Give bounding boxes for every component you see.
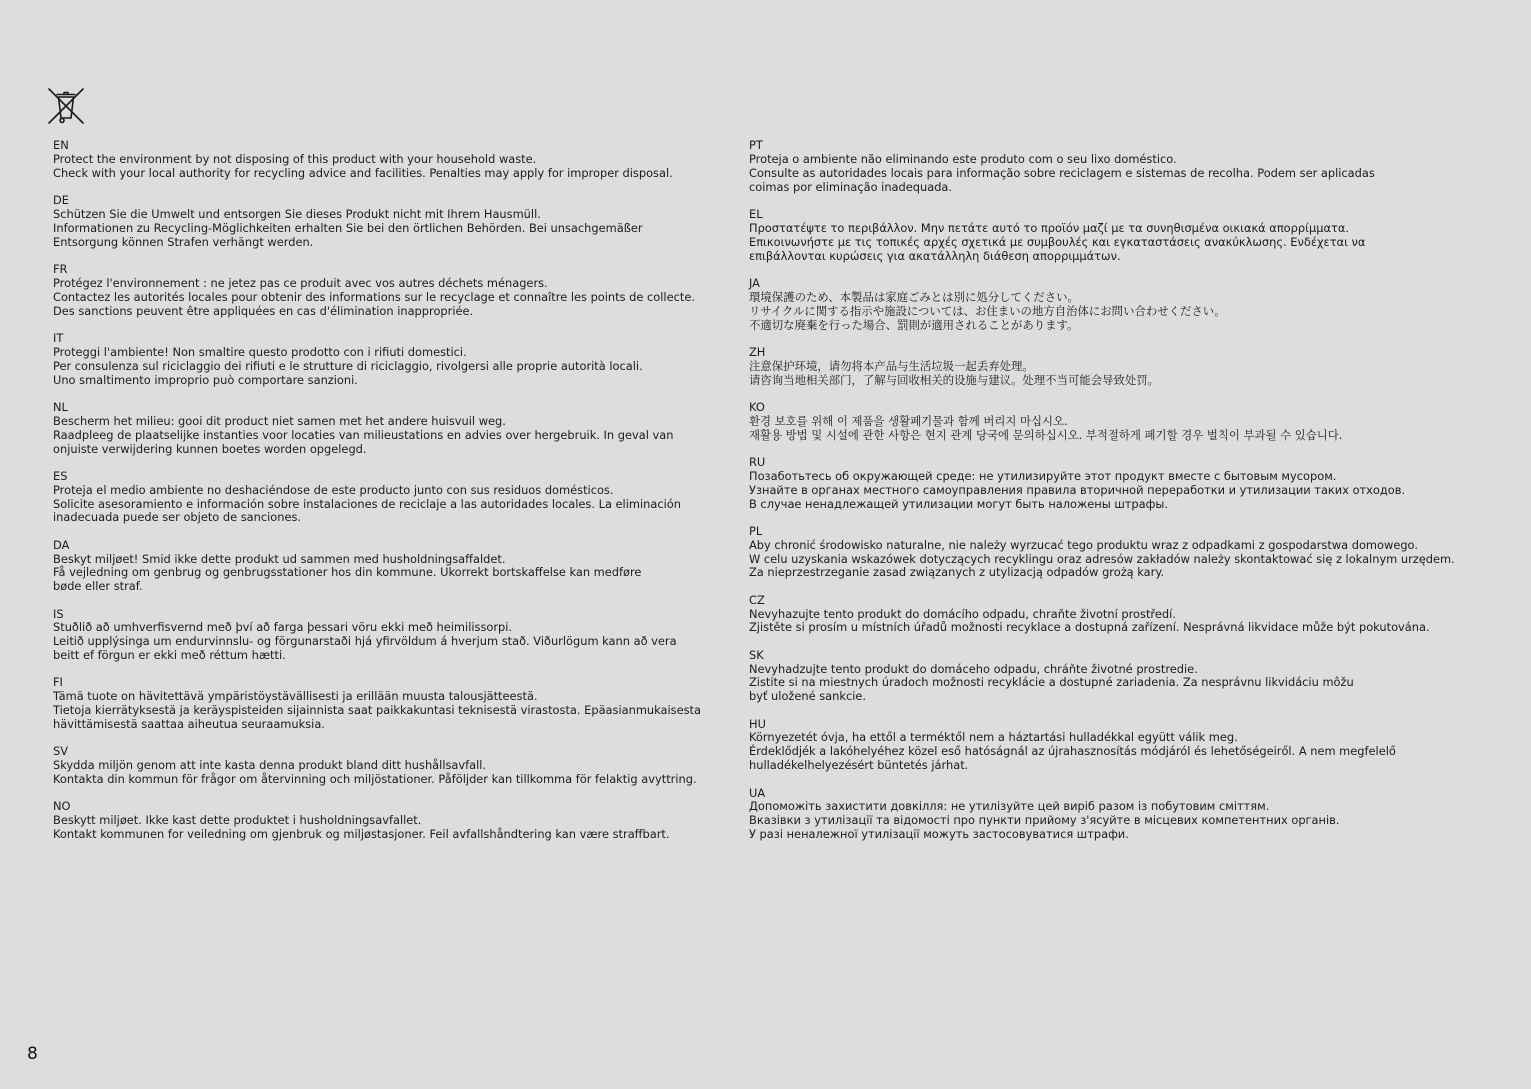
disposal-text-line: hulladékelhelyezésért büntetés járhat.	[749, 758, 969, 773]
language-section-zh	[749, 346, 1519, 388]
disposal-text-line: Skydda miljön genom att inte kasta denna produkt bland ditt hushållsavfall.	[53, 758, 487, 773]
page-number: 8	[27, 1044, 38, 1064]
disposal-text-line: coimas por eliminação inadequada.	[749, 179, 953, 194]
disposal-text-line: 재활용 방법 및 시설에 관한 사항은 현지 관계 당국에 문의하십시오. 부적절하게 폐기할 경우 벌칙이 부과될 수 있습니다.	[749, 427, 1343, 442]
language-section-pt	[749, 139, 1519, 195]
language-section-it	[53, 332, 733, 388]
disposal-text-line: Raadpleeg de plaatselijke instanties voor locaties van milieustations en advies over hergebruik. In geval van	[53, 427, 674, 442]
disposal-text-line: hävittämisestä saattaa aiheutua seuraamuksia.	[53, 717, 325, 732]
language-code: CZ	[749, 592, 765, 607]
language-section-es	[53, 470, 733, 526]
disposal-text-line: Допоможіть захистити довкілля: не утилізуйте цей виріб разом із побутовим сміттям.	[749, 799, 1270, 814]
disposal-text-line: Προστατέψτε το περιβάλλον. Μην πετάτε αυτό το προϊόν μαζί με τα συνηθισμένα οικιακά απορρίμματα.	[749, 220, 1349, 235]
disposal-text-line: Proteja el medio ambiente no deshaciéndose de este producto junto con sus residuos domésticos.	[53, 482, 614, 497]
language-section-ja	[749, 277, 1519, 333]
disposal-text-line: Entsorgung können Strafen verhängt werden.	[53, 234, 314, 249]
language-code: NL	[53, 399, 68, 414]
disposal-text-line: bøde eller straf.	[53, 579, 143, 594]
disposal-text-line: Tämä tuote on hävitettävä ympäristöystävällisesti ja erillään muusta talousjätteestä.	[53, 689, 538, 704]
disposal-text-line: Solicite asesoramiento e información sobre instalaciones de reciclaje a las autoridades locales. La eliminación	[53, 496, 681, 511]
language-code: ES	[53, 468, 68, 483]
language-code: PL	[749, 523, 763, 538]
disposal-text-line: Позаботьтесь об окружающей среде: не утилизируйте этот продукт вместе с бытовым мусором.	[749, 468, 1337, 483]
disposal-text-line: Érdeklődjék a lakóhelyéhez közel eső hatóságnál az újrahasznosítás módjáról és lehetőségeiről. A nem megfelelő	[749, 744, 1396, 759]
disposal-text-line: Per consulenza sul riciclaggio dei rifiuti e le strutture di riciclaggio, rivolgersi alle proprie autorità locali.	[53, 358, 643, 373]
disposal-text-line: inadecuada puede ser objeto de sanciones.	[53, 510, 302, 525]
language-section-fr	[53, 263, 733, 319]
disposal-text-line: beitt ef förgun er ekki með réttum hætti.	[53, 648, 286, 663]
disposal-text-line: Za nieprzestrzeganie zasad związanych z utylizacją odpadów grożą kary.	[749, 565, 1165, 580]
disposal-text-line: Schützen Sie die Umwelt und entsorgen Sie dieses Produkt nicht mit Ihrem Hausmüll.	[53, 206, 541, 221]
disposal-text-line: Proteggi l'ambiente! Non smaltire questo prodotto con i rifiuti domestici.	[53, 344, 467, 359]
disposal-text-line: 请咨询当地相关部门，了解与回收相关的设施与建议。处理不当可能会导致处罚。	[749, 372, 1160, 387]
disposal-text-line: Kontakta din kommun för frågor om återvinning och miljöstationer. Påföljder kan tillkomma för felaktig avyttring.	[53, 772, 697, 787]
disposal-text-line: 環境保護のため、本製品は家庭ごみとは別に処分してください。	[749, 289, 1079, 304]
disposal-text-line: Beskyt miljøet! Smid ikke dette produkt ud sammen med husholdningsaffaldet.	[53, 551, 506, 566]
disposal-text-line: επιβάλλονται κυρώσεις για ακατάλληλη διάθεση απορριμμάτων.	[749, 248, 1121, 263]
disposal-text-line: Nevyhazujte tento produkt do domácího odpadu, chraňte životní prostředí.	[749, 606, 1176, 621]
language-section-nl	[53, 401, 733, 457]
disposal-text-line: onjuiste verwijdering kunnen boetes worden opgelegd.	[53, 441, 367, 456]
language-section-is	[53, 608, 733, 664]
disposal-text-line: Zistite si na miestnych úradoch možnosti recyklácie a dostupné zariadenia. Za nesprávnu likvidáciu môžu	[749, 675, 1354, 690]
right-column	[749, 139, 1519, 842]
language-code: EL	[749, 206, 763, 221]
language-code: RU	[749, 454, 766, 469]
language-section-ua	[749, 787, 1519, 843]
disposal-text-line: У разі неналежної утилізації можуть застосовуватися штрафи.	[749, 827, 1129, 842]
language-section-ko	[749, 401, 1519, 443]
disposal-text-line: В случае ненадлежащей утилизации могут быть наложены штрафы.	[749, 496, 1168, 511]
disposal-text-line: Consulte as autoridades locais para informação sobre reciclagem e sistemas de recolha. Podem ser aplicadas	[749, 165, 1375, 180]
language-code: JA	[749, 275, 760, 290]
language-code: FR	[53, 261, 68, 276]
disposal-text-line: Uno smaltimento improprio può comportare sanzioni.	[53, 372, 358, 387]
language-section-da	[53, 539, 733, 595]
disposal-text-line: Check with your local authority for recycling advice and facilities. Penalties may apply for improper disposal.	[53, 165, 673, 180]
language-code: NO	[53, 799, 71, 814]
disposal-text-line: 不適切な廃棄を行った場合、罰則が適用されることがあります。	[749, 317, 1079, 332]
language-code: SV	[53, 744, 69, 759]
disposal-text-line: リサイクルに関する指示や施設については、お住まいの地方自治体にお問い合わせください。	[749, 303, 1226, 318]
disposal-text-line: Вказівки з утилізації та відомості про пункти прийому з'ясуйте в місцевих компетентних органів.	[749, 813, 1340, 828]
left-column	[53, 139, 733, 842]
disposal-text-line: Bescherm het milieu: gooi dit product niet samen met het andere huisvuil weg.	[53, 413, 506, 428]
disposal-text-line: Επικοινωνήστε με τις τοπικές αρχές σχετικά με συμβουλές και εγκαταστάσεις ανακύκλωσης. Ενδέχεται να	[749, 234, 1366, 249]
language-section-cz	[749, 594, 1519, 636]
disposal-text-line: 환경 보호를 위해 이 제품을 생활폐기물과 함께 버리지 마십시오.	[749, 413, 1068, 428]
disposal-text-line: Zjistěte si prosím u místních úřadů možnosti recyklace a dostupná zařízení. Nesprávná likvidace může být pokutována.	[749, 620, 1430, 635]
disposal-text-line: Leitið upplýsinga um endurvinnslu- og förgunarstaði hjá yfirvöldum á hverjum stað. Viðurlögum kann að vera	[53, 634, 677, 649]
disposal-text-line: Protégez l'environnement : ne jetez pas ce produit avec vos autres déchets ménagers.	[53, 275, 548, 290]
disposal-text-line: byť uložené sankcie.	[749, 689, 867, 704]
disposal-text-line: Stuðlið að umhverfisvernd með því að farga þessari vöru ekki með heimilissorpi.	[53, 620, 513, 635]
language-code: KO	[749, 399, 765, 414]
disposal-text-line: W celu uzyskania wskazówek dotyczących recyklingu oraz adresów zakładów należy skontaktować się z lokalnym urzędem.	[749, 551, 1455, 566]
language-code: IS	[53, 606, 64, 621]
language-code: UA	[749, 785, 766, 800]
language-section-sk	[749, 649, 1519, 705]
disposal-text-line: Protect the environment by not disposing of this product with your household waste.	[53, 151, 537, 166]
language-section-fi	[53, 676, 733, 732]
disposal-text-line: Få vejledning om genbrug og genbrugsstationer hos din kommune. Ukorrekt bortskaffelse kan medføre	[53, 565, 642, 580]
language-section-en	[53, 139, 733, 181]
disposal-text-line: Kontakt kommunen for veiledning om gjenbruk og miljøstasjoner. Feil avfallshåndtering kan være straffbart.	[53, 827, 670, 842]
disposal-text-line: 注意保护环境，请勿将本产品与生活垃圾一起丢弃处理。	[749, 358, 1034, 373]
language-section-de	[53, 194, 733, 250]
disposal-text-line: Informationen zu Recycling-Möglichkeiten erhalten Sie bei den örtlichen Behörden. Bei unsachgemäßer	[53, 220, 643, 235]
language-code: SK	[749, 647, 764, 662]
disposal-text-line: Nevyhadzujte tento produkt do domáceho odpadu, chráňte životné prostredie.	[749, 661, 1198, 676]
language-code: IT	[53, 330, 64, 345]
language-code: EN	[53, 138, 69, 152]
disposal-text-line: Узнайте в органах местного самоуправления правила вторичной переработки и утилизации таких отходов.	[749, 482, 1406, 497]
disposal-text-line: Beskytt miljøet. Ikke kast dette produktet i husholdningsavfallet.	[53, 813, 422, 828]
language-code: PT	[749, 138, 763, 152]
disposal-text-line: Környezetét óvja, ha ettől a terméktől nem a háztartási hulladékkal együtt válik meg.	[749, 730, 1238, 745]
disposal-text-line: Tietoja kierrätyksestä ja keräyspisteiden sijainnista saat paikkakuntasi teknisestä virastosta. Epäasianmukaisesta	[53, 703, 702, 718]
language-section-el	[749, 208, 1519, 264]
language-code: DE	[53, 193, 69, 208]
disposal-text-line: Contactez les autorités locales pour obtenir des informations sur le recyclage et connaître les points de collecte.	[53, 289, 695, 304]
language-section-ru	[749, 456, 1519, 512]
language-section-hu	[749, 718, 1519, 774]
disposal-text-line: Des sanctions peuvent être appliquées en cas d'élimination inappropriée.	[53, 303, 474, 318]
disposal-text-line: Aby chronić środowisko naturalne, nie należy wyrzucać tego produktu wraz z odpadkami z gospodarstwa domowego.	[749, 537, 1418, 552]
language-section-pl	[749, 525, 1519, 581]
language-code: FI	[53, 675, 63, 690]
language-section-no	[53, 800, 733, 842]
language-code: HU	[749, 716, 766, 731]
language-section-sv	[53, 745, 733, 787]
disposal-text-line: Proteja o ambiente não eliminando este produto com o seu lixo doméstico.	[749, 151, 1177, 166]
language-code: DA	[53, 537, 70, 552]
crossed-out-wheelie-bin-icon	[46, 86, 86, 126]
language-code: ZH	[749, 344, 766, 359]
